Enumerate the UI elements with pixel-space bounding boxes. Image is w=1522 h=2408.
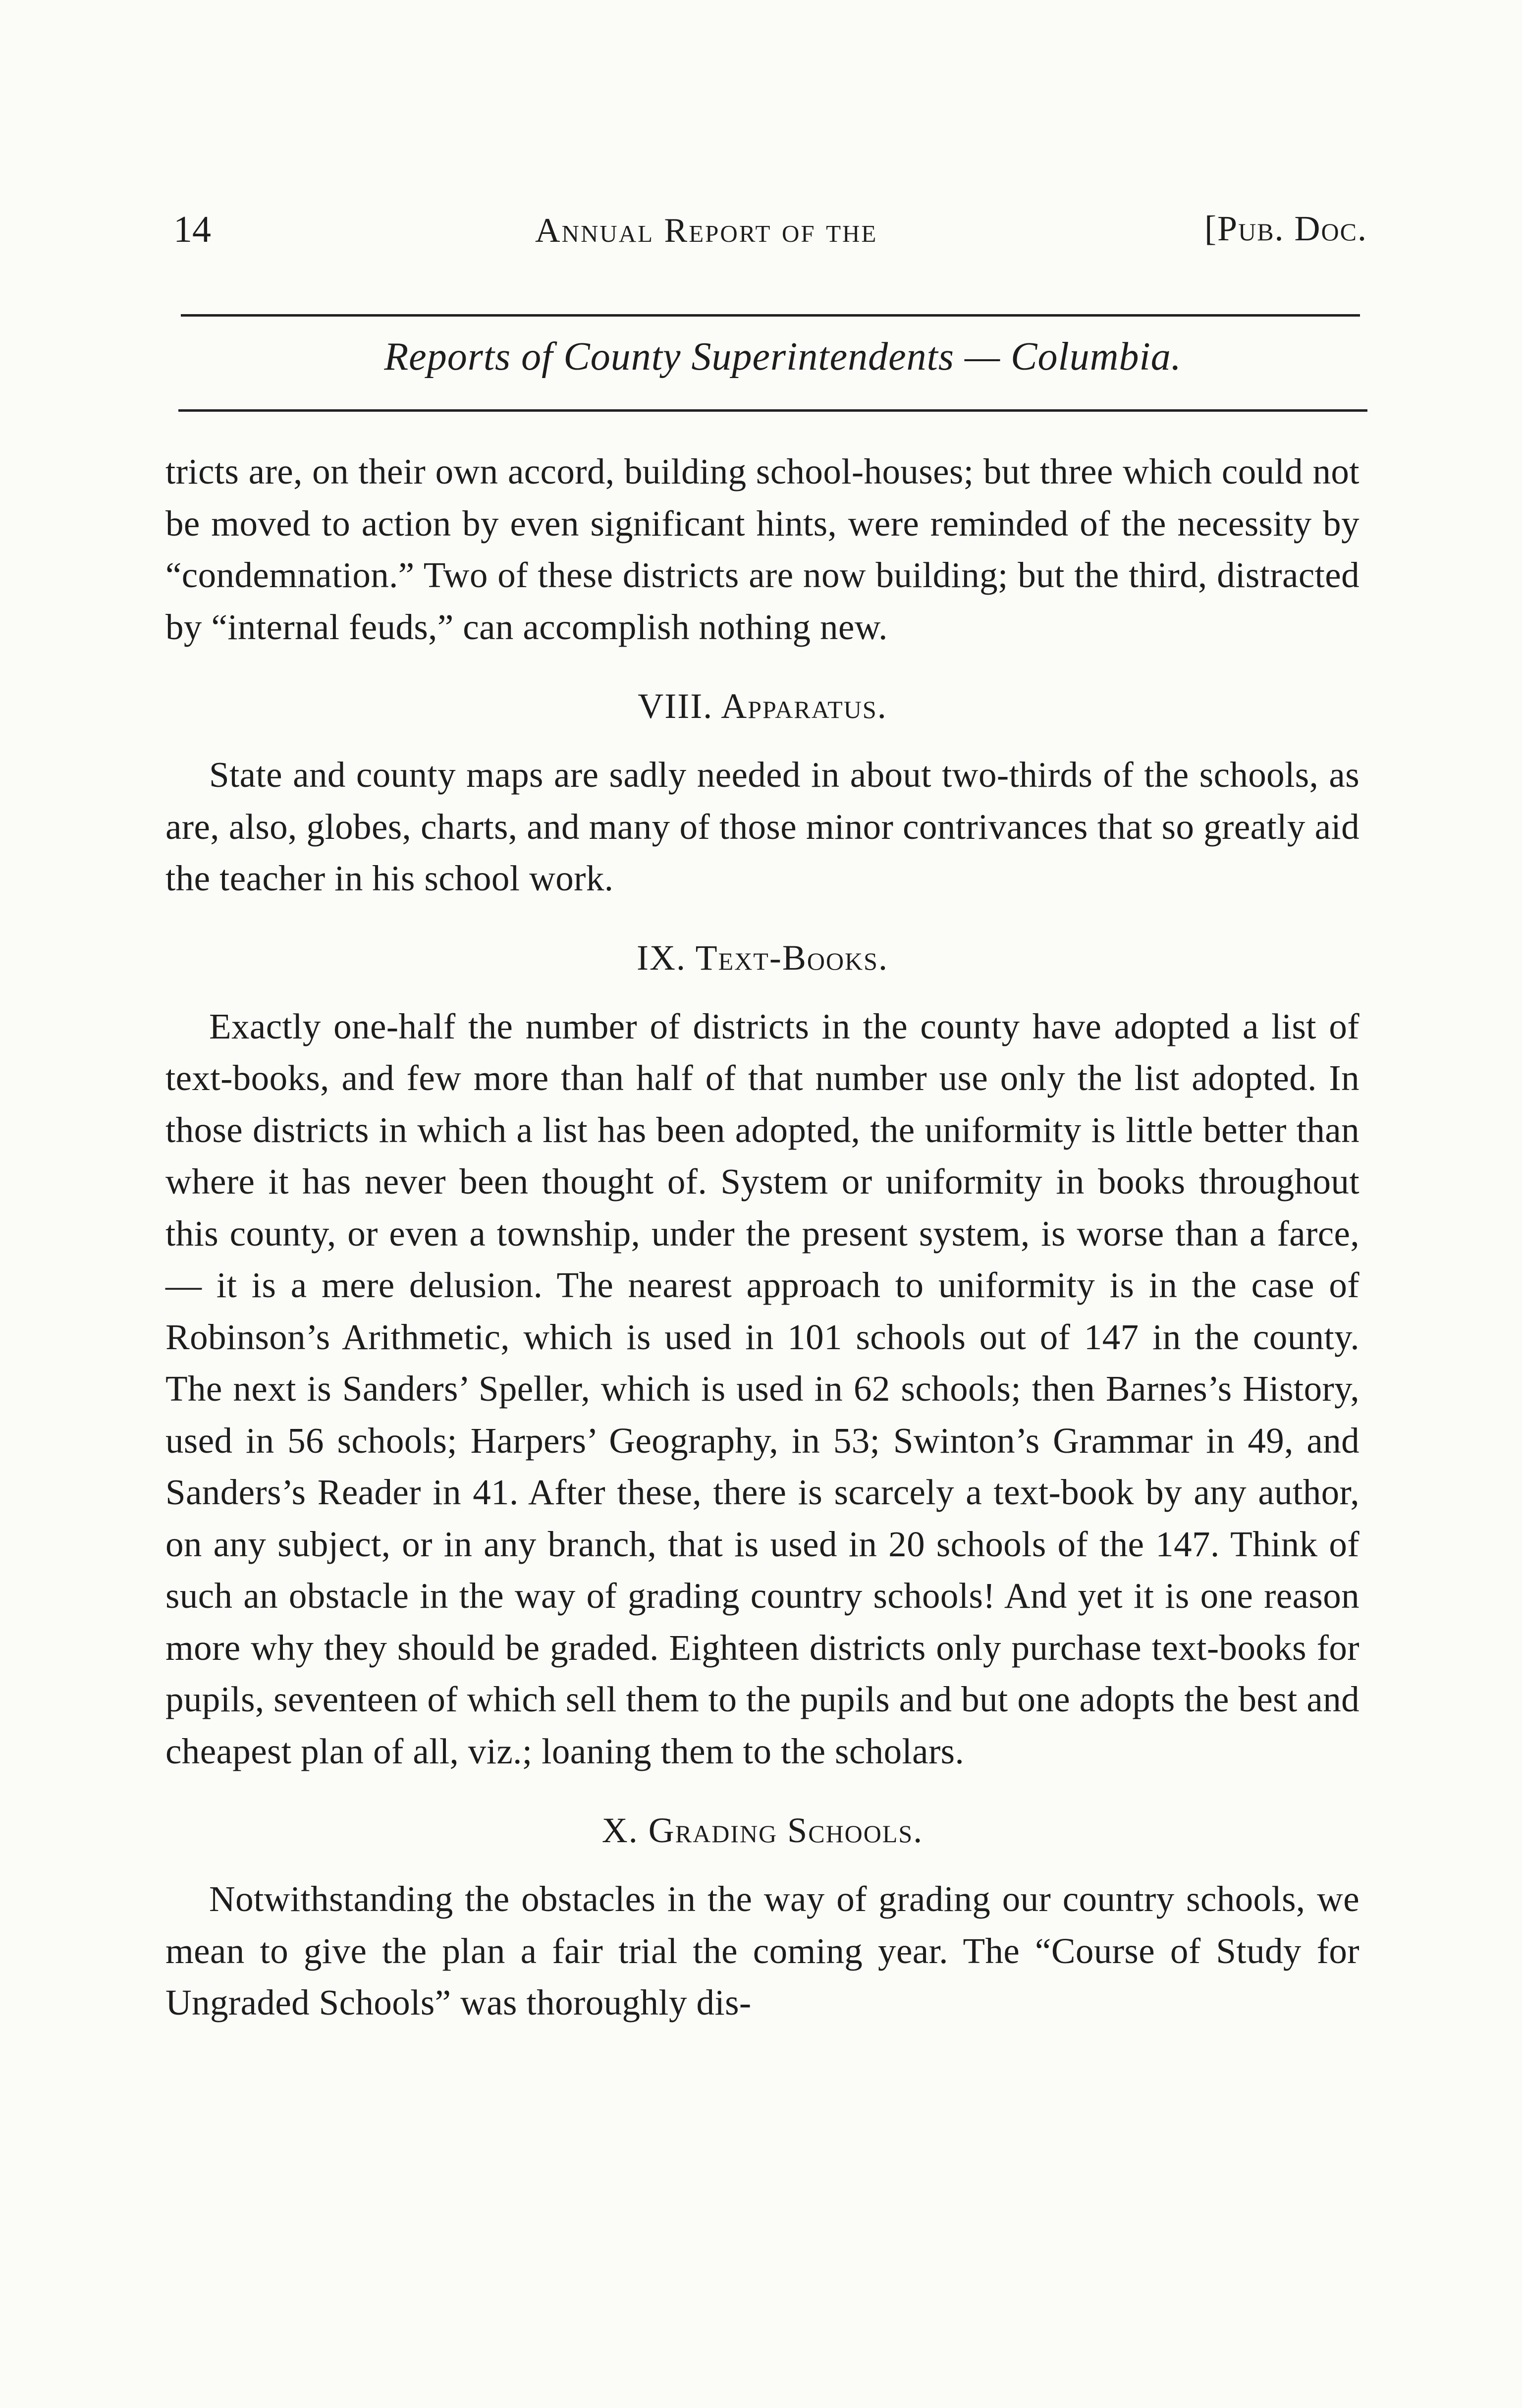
grading-schools-paragraph: Notwithstanding the obstacles in the way of grading our country schools, we mean to give the plan a fair trial the coming year. The “Course of Study for Ungraded Schools” was thoroughly dis- — [165, 1879, 1359, 2023]
section-subheader: Reports of County Superintendents — Columbia. — [384, 335, 1182, 379]
text-books-paragraph: Exactly one-half the number of districts in the county have adopted a list of text-books, and few more than half of that number use only the list adopted. In those districts in which a list has been adopted, the uniformity is little better than where it has never been thought of. System or uniformity in books throughout this county, or even a township, under the present system, is worse than a farce,— it is a mere delusion. The nearest approach to uniformity is in the case of Robinson’s Arithmetic, which is used in 101 schools out of 147 in the county. The next is Sanders’ Speller, which is used in 62 schools; then Barnes’s History, used in 56 schools; Harpers’ Geography, in 53; Swinton’s Grammar in 49, and Sanders’s Reader in 41. After these, there is scarcely a text-book by any author, on any subject, or in any branch, that is used in 20 schools of the 147. Think of such an obstacle in the way of grading country schools! And yet it is one reason more why they should be graded. Eighteen districts only purchase text-books for pupils, seventeen of which sell them to the pupils and but one adopts the best and cheapest plan of all, viz.; loaning them to the scholars. — [165, 1006, 1359, 1771]
intro-paragraph: tricts are, on their own accord, building school-houses; but three which could not be moved to action by even significant hints, were reminded of the necessity by “condemnation.” Two of these districts are now building; but the third, distracted by “internal feuds,” can accomplish nothing new. — [165, 451, 1359, 647]
running-title: Annual Report of the — [535, 212, 878, 250]
section-heading-text-books: IX. Text-Books. — [637, 937, 888, 978]
report-body — [165, 446, 1359, 2029]
page-header — [173, 198, 1367, 258]
page-number: 14 — [173, 209, 211, 250]
document-label: [Pub. Doc. — [1204, 209, 1367, 248]
apparatus-paragraph: State and county maps are sadly needed in about two-thirds of the schools, as are, also, globes, charts, and many of those minor contrivances that so greatly aid the teacher in his school work. — [165, 755, 1359, 898]
section-heading-grading-schools: X. Grading Schools. — [601, 1810, 924, 1850]
section-heading-apparatus: VIII. Apparatus. — [638, 686, 887, 726]
bottom-rule — [178, 409, 1367, 412]
top-rule — [181, 314, 1360, 317]
